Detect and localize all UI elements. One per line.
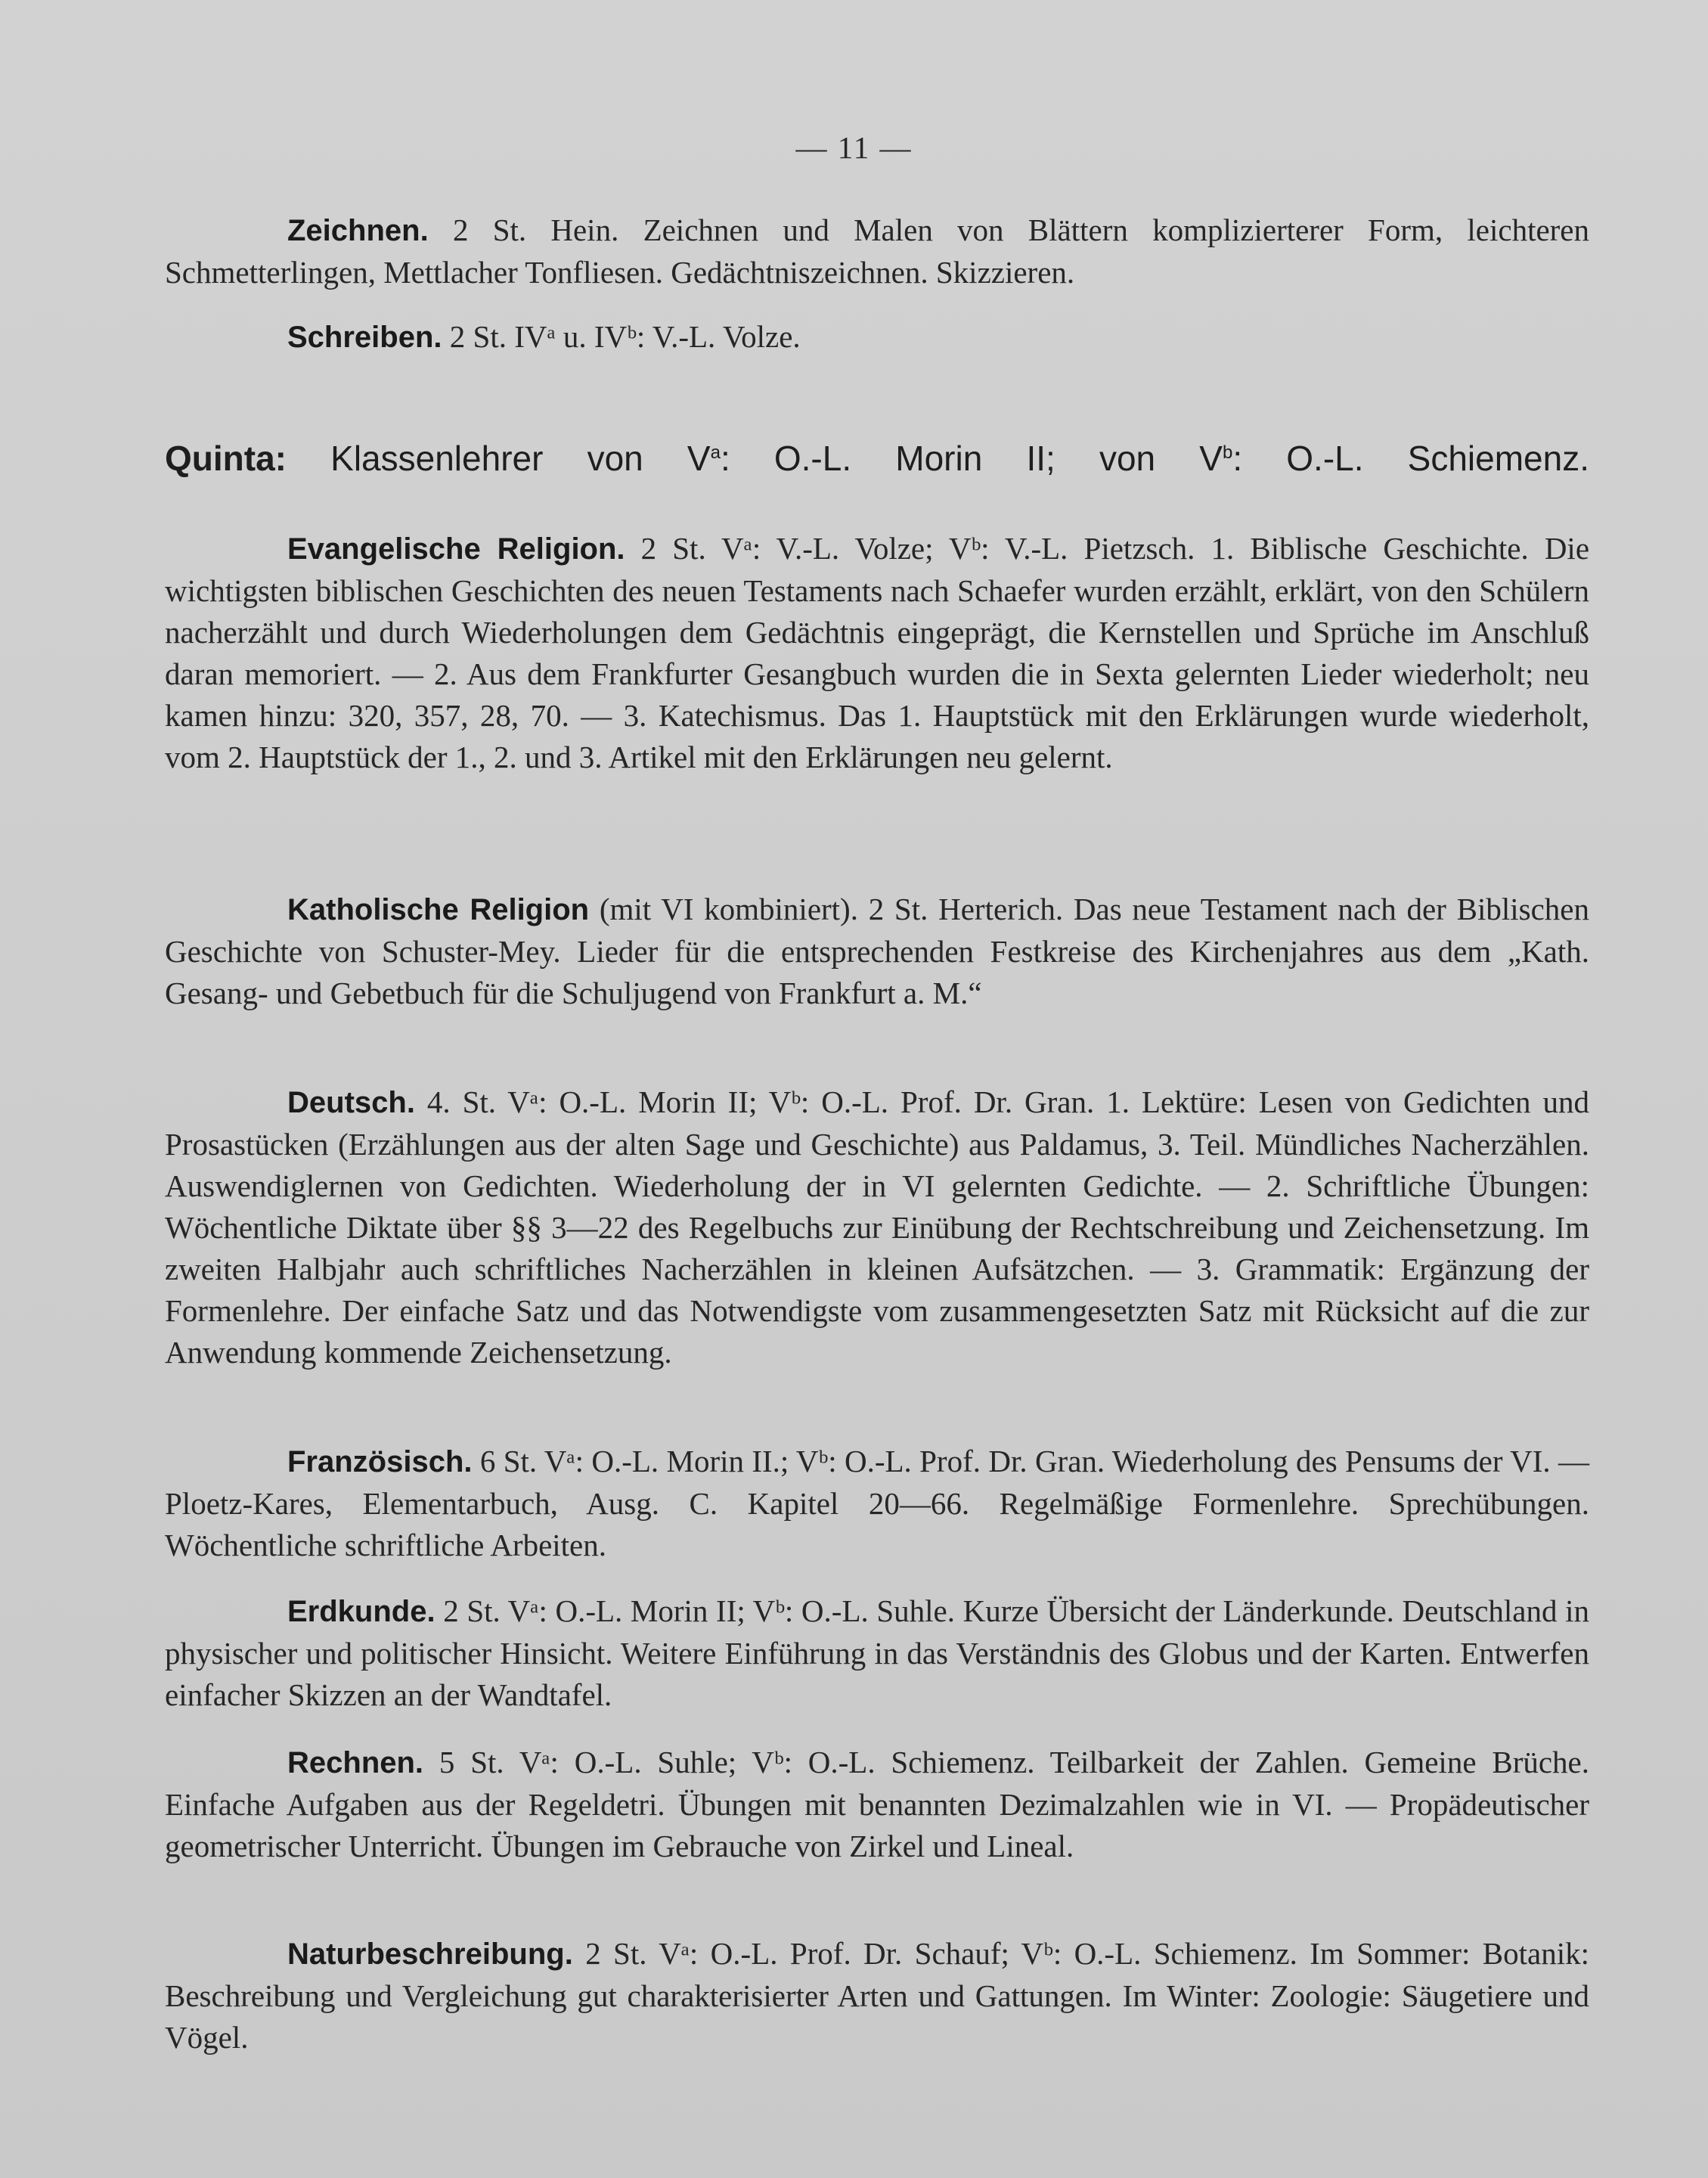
section-text: (mit VI kombiniert). 2 St. Herterich. Das neue Testament nach der Biblischen Geschichte von Schuster-Mey. Lieder für die entsprechenden Festkreise des Kirchenjahres aus dem „Kath. Gesang- und Gebetbuch für die Schuljugend von Frankfurt a. M.“ <box>165 892 1589 1010</box>
section-heading: Katholische Religion <box>287 893 590 926</box>
section-text: 6 St. Vᵃ: O.-L. Morin II.; Vᵇ: O.-L. Prof. Dr. Gran. Wiederholung des Pensums der VI. — Ploetz-Kares, Elementarbuch, Ausg. C. Kapitel 20—66. Regelmäßige Formenlehre. Sprechübungen. Wöchentliche schriftliche Arbeiten. <box>165 1444 1589 1562</box>
section-heading: Deutsch. <box>287 1086 415 1119</box>
class-sup-a: a <box>710 442 721 463</box>
section-text: 2 St. Vᵃ: O.-L. Morin II; Vᵇ: O.-L. Suhle. Kurze Übersicht der Länderkunde. Deutschland in physischer und politischer Hinsicht. Weitere Einführung in das Verständnis des Globus und der Karten. Entwerfen einfacher Skizzen an der Wandtafel. <box>165 1593 1590 1712</box>
section-rechnen <box>165 1742 1589 1867</box>
section-text: 2 St. Hein. Zeichnen und Malen von Blättern komplizierterer Form, leichteren Schmetterlingen, Mettlacher Tonfliesen. Gedächtniszeichnen. Skizzieren. <box>165 213 1590 290</box>
section-text: 4. St. Vᵃ: O.-L. Morin II; Vᵇ: O.-L. Prof. Dr. Gran. 1. Lektüre: Lesen von Gedichten und Prosastücken (Erzählungen aus der alten Sage und Geschichte) aus Paldamus, 3. Teil. Mündliches Nacherzählen. Auswendiglernen von Gedichten. Wiederholung der in VI gelernten Gedichte. — 2. Schriftliche Übungen: Wöchentliche Diktate über §§ 3—22 des Regelbuchs zur Einübung der Rechtschreibung und Zeichensetzung. Im zweiten Halbjahr auch schriftliches Nacherzählen in kleinen Aufsätzchen. — 3. Grammatik: Ergänzung der Formenlehre. Der einfache Satz und das Notwendigste vom zusammengesetzten Satz mit Rücksicht auf die zur Anwendung kommende Zeichensetzung. <box>165 1084 1589 1370</box>
section-heading: Schreiben. <box>287 321 442 354</box>
section-heading: Französisch. <box>287 1445 473 1478</box>
section-katholische-religion <box>165 889 1589 1014</box>
section-text: 2 St. Vᵃ: O.-L. Prof. Dr. Schauf; Vᵇ: O.-L. Schiemenz. Im Sommer: Botanik: Beschreibung und Vergleichung gut charakterisierter Arten und Gattungen. Im Winter: Zoologie: Säugetiere und Vögel. <box>165 1936 1590 2055</box>
section-evangelische-religion <box>165 528 1589 778</box>
section-heading: Zeichnen. <box>287 214 429 247</box>
section-text: 2 St. IVᵃ u. IVᵇ: V.-L. Volze. <box>449 319 801 354</box>
class-heading-quinta <box>165 435 1589 482</box>
section-erdkunde <box>165 1590 1589 1716</box>
class-label: Quinta: <box>165 439 287 478</box>
section-heading: Erdkunde. <box>287 1595 436 1628</box>
section-text: 5 St. Vᵃ: O.-L. Suhle; Vᵇ: O.-L. Schiemenz. Teilbarkeit der Zahlen. Gemeine Brüche. Einfache Aufgaben aus der Regeldetri. Übungen mit benannten Dezimalzahlen wie in VI. — Propädeutischer geometrischer Unterricht. Übungen im Gebrauche von Zirkel und Lineal. <box>165 1745 1589 1863</box>
section-franzoesisch <box>165 1441 1589 1566</box>
section-schreiben <box>165 316 1589 358</box>
section-heading: Rechnen. <box>287 1746 424 1779</box>
class-sup-b: b <box>1222 442 1233 463</box>
class-teacher-pre: Klassenlehrer von V <box>330 439 711 478</box>
section-deutsch <box>165 1081 1589 1373</box>
section-naturbeschreibung <box>165 1933 1589 2059</box>
class-teacher-mid: : O.-L. Morin II; von V <box>720 439 1223 478</box>
section-heading: Naturbeschreibung. <box>287 1938 573 1971</box>
section-text: 2 St. Vᵃ: V.-L. Volze; Vᵇ: V.-L. Pietzsch. 1. Biblische Geschichte. Die wichtigsten biblischen Geschichten des neuen Testaments nach Schaefer wurden erzählt, erklärt, von den Schülern nacherzählt und durch Wiederholungen dem Gedächtnis eingeprägt, die Kernstellen und Sprüche im Anschluß daran memoriert. — 2. Aus dem Frankfurter Gesangbuch wurden die in Sexta gelernten Lieder wiederholt; neu kamen hinzu: 320, 357, 28, 70. — 3. Katechismus. Das 1. Hauptstück mit den Erklärungen wurde wiederholt, vom 2. Hauptstück der 1., 2. und 3. Artikel mit den Erklärungen neu gelernt. <box>165 531 1590 774</box>
class-teacher-post: : O.-L. Schiemenz. <box>1232 439 1589 478</box>
section-heading: Evangelische Religion. <box>287 532 625 566</box>
section-zeichnen <box>165 209 1589 293</box>
page-number: — 11 — <box>795 130 913 165</box>
